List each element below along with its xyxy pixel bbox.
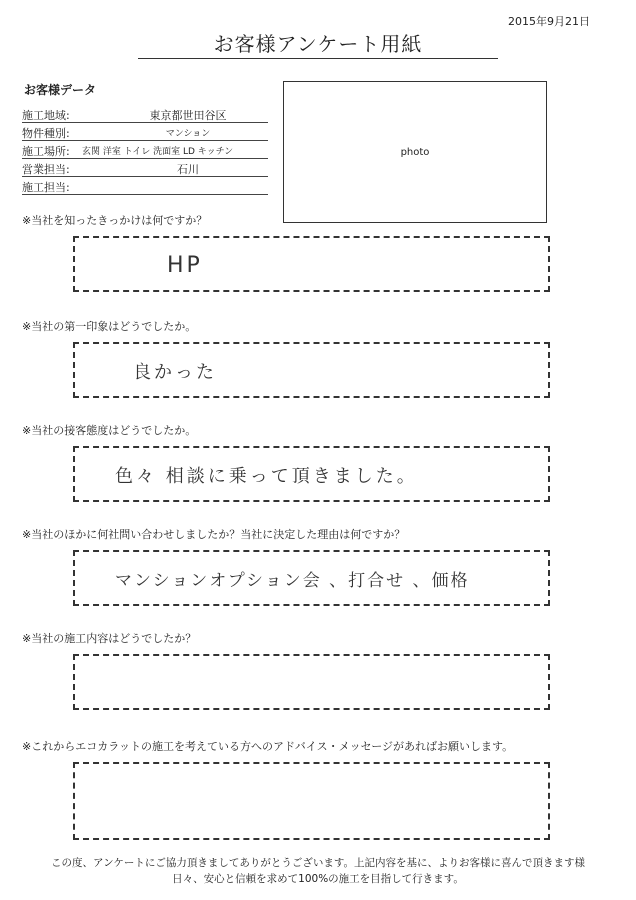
- info-value: マンション: [165, 129, 211, 139]
- answer-text: マンションオプション会 、打合せ 、価格: [115, 571, 470, 591]
- question-how-found: ※当社を知ったきっかけは何ですか？: [22, 214, 208, 227]
- info-row-installer: [22, 177, 268, 195]
- info-label: 営業担当:: [22, 163, 70, 176]
- question-first-impression: ※当社の第一印象はどうでしたか。: [22, 320, 197, 333]
- answer-box-service-attitude: [73, 446, 550, 502]
- info-row-area: [22, 105, 268, 123]
- answer-box-other-companies: [73, 550, 550, 606]
- answer-box-work-quality: [73, 654, 550, 710]
- info-value: 石川: [177, 163, 199, 176]
- question-service-attitude: ※当社の接客態度はどうでしたか。: [22, 424, 197, 437]
- info-label: 施工場所:: [22, 145, 70, 158]
- info-label: 物件種別:: [22, 127, 70, 140]
- customer-data-heading: お客様データ: [24, 83, 97, 97]
- info-row-sales-rep: [22, 159, 268, 177]
- question-other-companies: ※当社のほかに何社問い合わせしましたか？当社に決定した理由は何ですか？: [22, 528, 406, 541]
- page-title: お客様アンケート用紙: [213, 32, 423, 56]
- answer-box-advice: [73, 762, 550, 840]
- question-work-quality: ※当社の施工内容はどうでしたか？: [22, 632, 197, 645]
- info-row-property-type: [22, 123, 268, 141]
- answer-text: 良かった: [133, 362, 217, 383]
- footer-line-1: この度、アンケートにご協力頂きましてありがとうございます。上記内容を基に、よりお客様に喜んで頂きます様: [50, 857, 586, 869]
- answer-box-first-impression: [73, 342, 550, 398]
- info-row-location: [22, 141, 268, 159]
- customer-data-table: [22, 105, 268, 195]
- info-label: 施工地域:: [22, 109, 70, 122]
- footer-line-2: 日々、安心と信頼を求めて100%の施工を目指して行きます。: [172, 873, 464, 885]
- info-value: 玄関 洋室 トイレ 洗面室 LD キッチン: [82, 147, 234, 157]
- answer-text: HP: [167, 253, 203, 278]
- photo-label: photo: [400, 147, 430, 158]
- answer-box-how-found: [73, 236, 550, 292]
- answer-text: 色々 相談に乗って頂きました。: [115, 466, 418, 487]
- survey-date: 2015年9月21日: [508, 15, 590, 28]
- info-label: 施工担当:: [22, 181, 70, 194]
- info-value: 東京都世田谷区: [149, 109, 227, 122]
- title-underline: [138, 58, 498, 59]
- question-advice: ※これからエコカラットの施工を考えている方へのアドバイス・メッセージがあればお願いします。: [22, 740, 514, 753]
